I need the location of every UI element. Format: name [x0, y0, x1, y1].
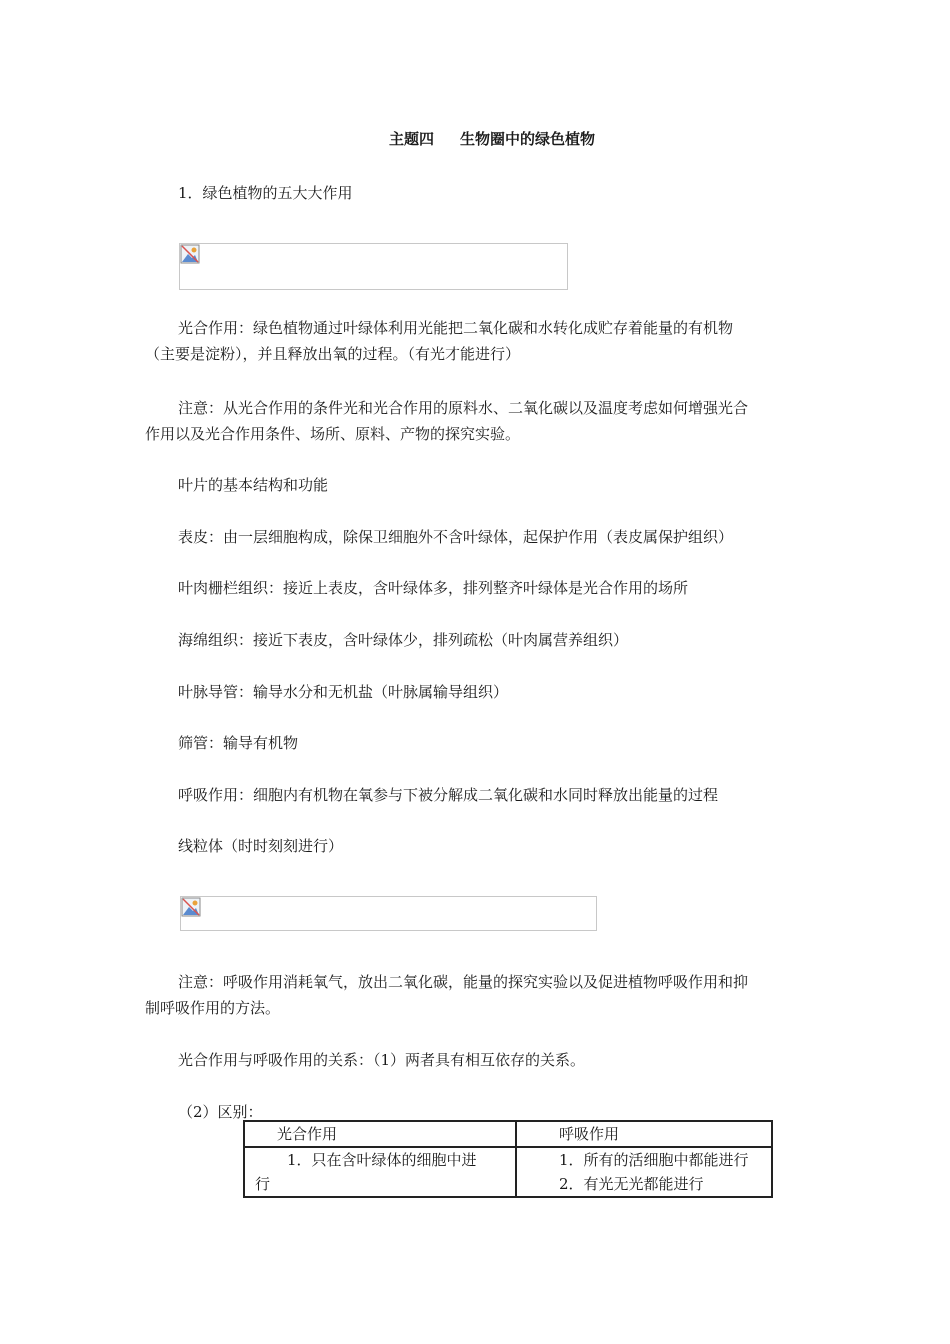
vessel-text: 叶脉导管：输导水分和无机盐（叶脉属输导组织）: [178, 683, 509, 701]
header-photosynthesis: 光合作用: [277, 1125, 338, 1143]
note1-line2: 作用以及光合作用条件、场所、原料、产物的探究实验。: [145, 425, 521, 443]
broken-image-icon: [180, 244, 200, 264]
relation-text: 光合作用与呼吸作用的关系：（1）两者具有相互依存的关系。: [178, 1051, 586, 1069]
header-respiration: 呼吸作用: [559, 1125, 620, 1143]
table-cell: [244, 1147, 516, 1197]
photosynthesis-line1: 光合作用：绿色植物通过叶绿体利用光能把二氧化碳和水转化成贮存着能量的有机物: [178, 319, 734, 337]
leaf-structure-heading: 叶片的基本结构和功能: [178, 476, 329, 494]
image-placeholder: [179, 243, 568, 290]
comparison-table: [243, 1120, 773, 1198]
title-text: 生物圈中的绿色植物: [460, 130, 596, 148]
respiration-text: 呼吸作用：细胞内有机物在氧参与下被分解成二氧化碳和水同时释放出能量的过程: [178, 786, 719, 804]
spongy-text: 海绵组织：接近下表皮，含叶绿体少，排列疏松（叶肉属营养组织）: [178, 631, 629, 649]
sieve-text: 筛管：输导有机物: [178, 734, 299, 752]
cell-text: 1．只在含叶绿体的细胞中进: [287, 1151, 477, 1169]
epidermis-text: 表皮：由一层细胞构成，除保卫细胞外不含叶绿体，起保护作用（表皮属保护组织）: [178, 528, 734, 546]
cell-text: 2．有光无光都能进行: [559, 1175, 704, 1193]
section-heading: 1．绿色植物的五大大作用: [178, 184, 353, 202]
table-header-cell: [516, 1121, 772, 1147]
table-row: [244, 1147, 772, 1197]
broken-image-icon: [181, 897, 201, 917]
cell-text: 1．所有的活细胞中都能进行: [559, 1151, 749, 1169]
photosynthesis-line2: （主要是淀粉），并且释放出氧的过程。（有光才能进行）: [145, 345, 521, 363]
palisade-text: 叶肉栅栏组织：接近上表皮，含叶绿体多，排列整齐叶绿体是光合作用的场所: [178, 579, 689, 597]
note2-line2: 制呼吸作用的方法。: [145, 999, 281, 1017]
title-topic: 主题四: [388, 130, 434, 148]
cell-text: 行: [255, 1175, 271, 1193]
table-row: [244, 1121, 772, 1147]
table-header-cell: [244, 1121, 516, 1147]
mitochondria-text: 线粒体（时时刻刻进行）: [178, 837, 344, 855]
image-placeholder-2: [180, 896, 597, 931]
note1-line1: 注意：从光合作用的条件光和光合作用的原料水、二氧化碳以及温度考虑如何增强光合: [178, 399, 749, 417]
table-cell: [516, 1147, 772, 1197]
note2-line1: 注意：呼吸作用消耗氧气，放出二氧化碳，能量的探究实验以及促进植物呼吸作用和抑: [178, 973, 749, 991]
difference-label: （2）区别：: [178, 1103, 263, 1121]
doc-title: [0, 128, 950, 149]
